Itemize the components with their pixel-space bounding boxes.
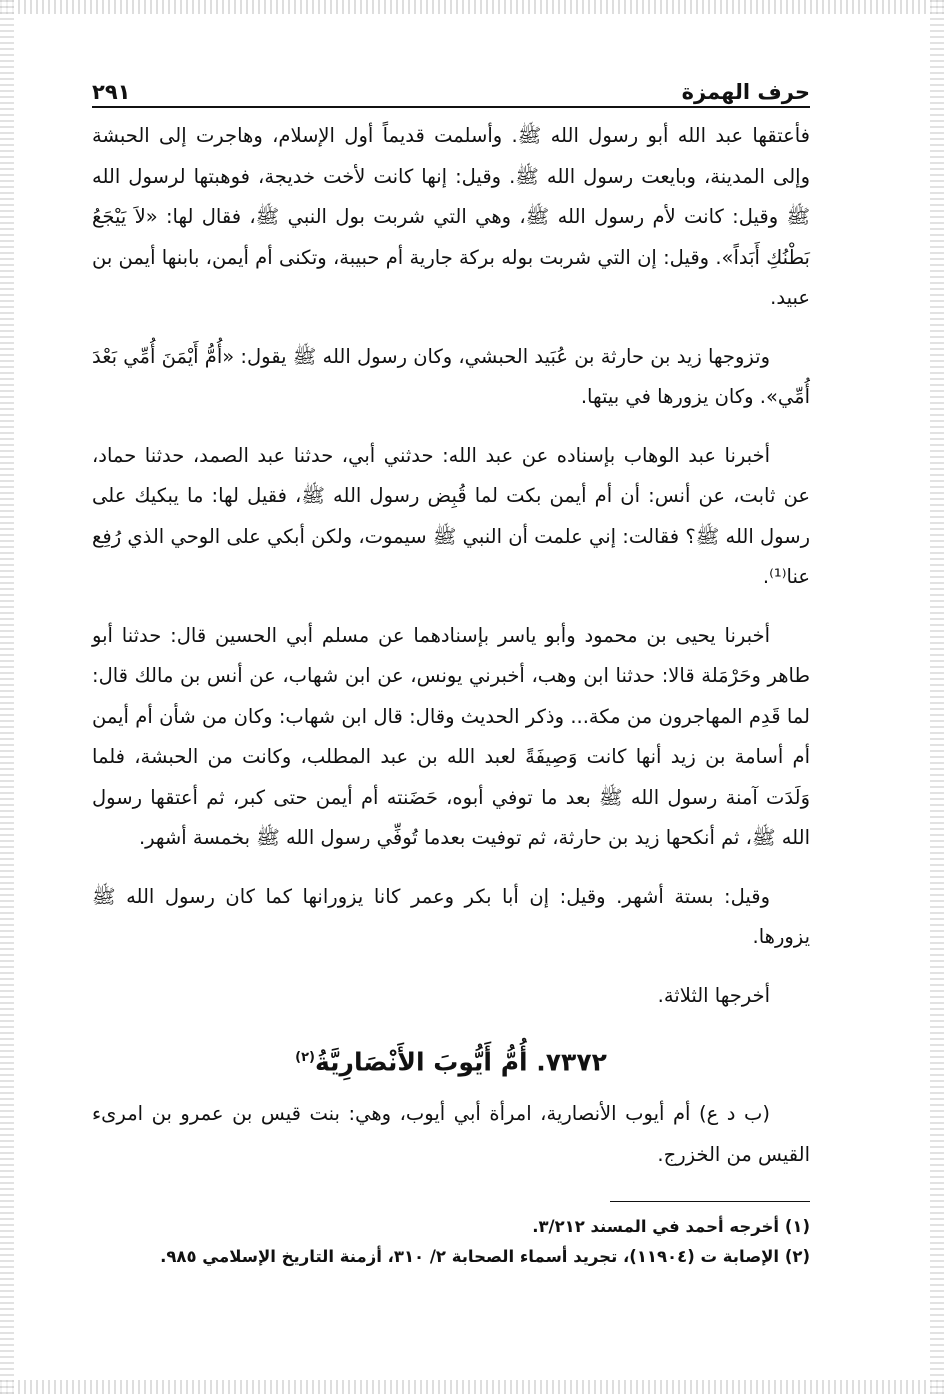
footnote-2: (٢) الإصابة ت (١١٩٠٤)، تجريد أسماء الصحابة ٢/ ٣١٠، أزمنة التاريخ الإسلامي ٩٨٥.	[160, 1247, 810, 1267]
footnote-1: (١) أخرجه أحمد في المسند ٣/٢١٢.	[532, 1217, 810, 1237]
border-ornament-left	[0, 0, 14, 1394]
entry-text: (ب د ع) أم أيوب الأنصارية، امرأة أبي أيوب، وهي: بنت قيس بن عمرو بن امرىء القيس من الخزرج.	[92, 1102, 810, 1166]
entry-heading-note: (٢)	[295, 1050, 315, 1065]
footnote-separator	[610, 1201, 810, 1202]
paragraph-1: فأعتقها عبد الله أبو رسول الله ﷺ. وأسلمت قديماً أول الإسلام، وهاجرت إلى الحبشة وإلى المدينة، وبايعت رسول الله ﷺ. وقيل: إنها كانت لأخت خديجة، فوهبتها لرسول الله ﷺ وقيل: كانت لأم رسول الله ﷺ، وهي التي شربت بول النبي ﷺ، فقال لها: «لاَ يَيْجَعُ بَطْنُكِ أَبَداً». وقيل: إن التي شربت بوله بركة جارية أم حبيبة، وتكنى أم أيمن، بابنها أيمن بن عبيد.	[92, 124, 810, 309]
paragraph-6: أخرجها الثلاثة.	[657, 983, 770, 1007]
paragraph-2: وتزوجها زيد بن حارثة بن عُبَيد الحبشي، وكان رسول الله ﷺ يقول: «أُمُّ أَيْمَنَ أُمِّي بَعْدَ أُمِّي». وكان يزورها في بيتها.	[92, 344, 810, 408]
page-body	[92, 70, 810, 1272]
border-ornament-top	[0, 0, 944, 14]
running-header	[92, 70, 810, 108]
border-ornament-bottom	[0, 1380, 944, 1394]
paragraph-3: أخبرنا عبد الوهاب بإسناده عن عبد الله: حدثني أبي، حدثنا عبد الصمد، حدثنا حماد، عن ثابت، عن أنس: أن أم أيمن بكت لما قُبِض رسول الله ﷺ، فقيل لها: ما يبكيك على رسول الله ﷺ؟ فقالت: إني علمت أن النبي ﷺ سيموت، ولكن أبكي على الوحي الذي رُفِع عنا⁽¹⁾.	[92, 443, 810, 588]
border-ornament-right	[930, 0, 944, 1394]
paragraph-5: وقيل: بستة أشهر. وقيل: إن أبا بكر وعمر كانا يزورانها كما كان رسول الله ﷺ يزورها.	[92, 884, 810, 948]
entry-heading	[92, 1038, 810, 1082]
entry-heading-text: ٧٣٧٢. أُمُّ أَيُّوبَ الأَنْصَارِيَّةُ	[315, 1047, 607, 1077]
page-number: ٢٩١	[92, 80, 131, 104]
running-title: حرف الهمزة	[681, 80, 810, 104]
paragraph-4: أخبرنا يحيى بن محمود وأبو ياسر بإسنادهما عن مسلم أبي الحسين قال: حدثنا أبو طاهر وحَرْمَلة قالا: حدثنا ابن وهب، أخبرني يونس، عن ابن شهاب، عن أنس بن مالك قال: لما قَدِم المهاجرون من مكة... وذكر الحديث وقال: قال ابن شهاب: وكان من شأن أم أيمن أم أسامة بن زيد أنها كانت وَصِيفَةً لعبد الله بن عبد المطلب، وكانت من الحبشة، فلما وَلَدَت آمنة رسول الله ﷺ بعد ما توفي أبوه، حَضَنته أم أيمن حتى كبر، ثم أعتقها رسول الله ﷺ، ثم أنكحها زيد بن حارثة، ثم توفيت بعدما تُوفِّي رسول الله ﷺ بخمسة أشهر.	[92, 623, 810, 849]
